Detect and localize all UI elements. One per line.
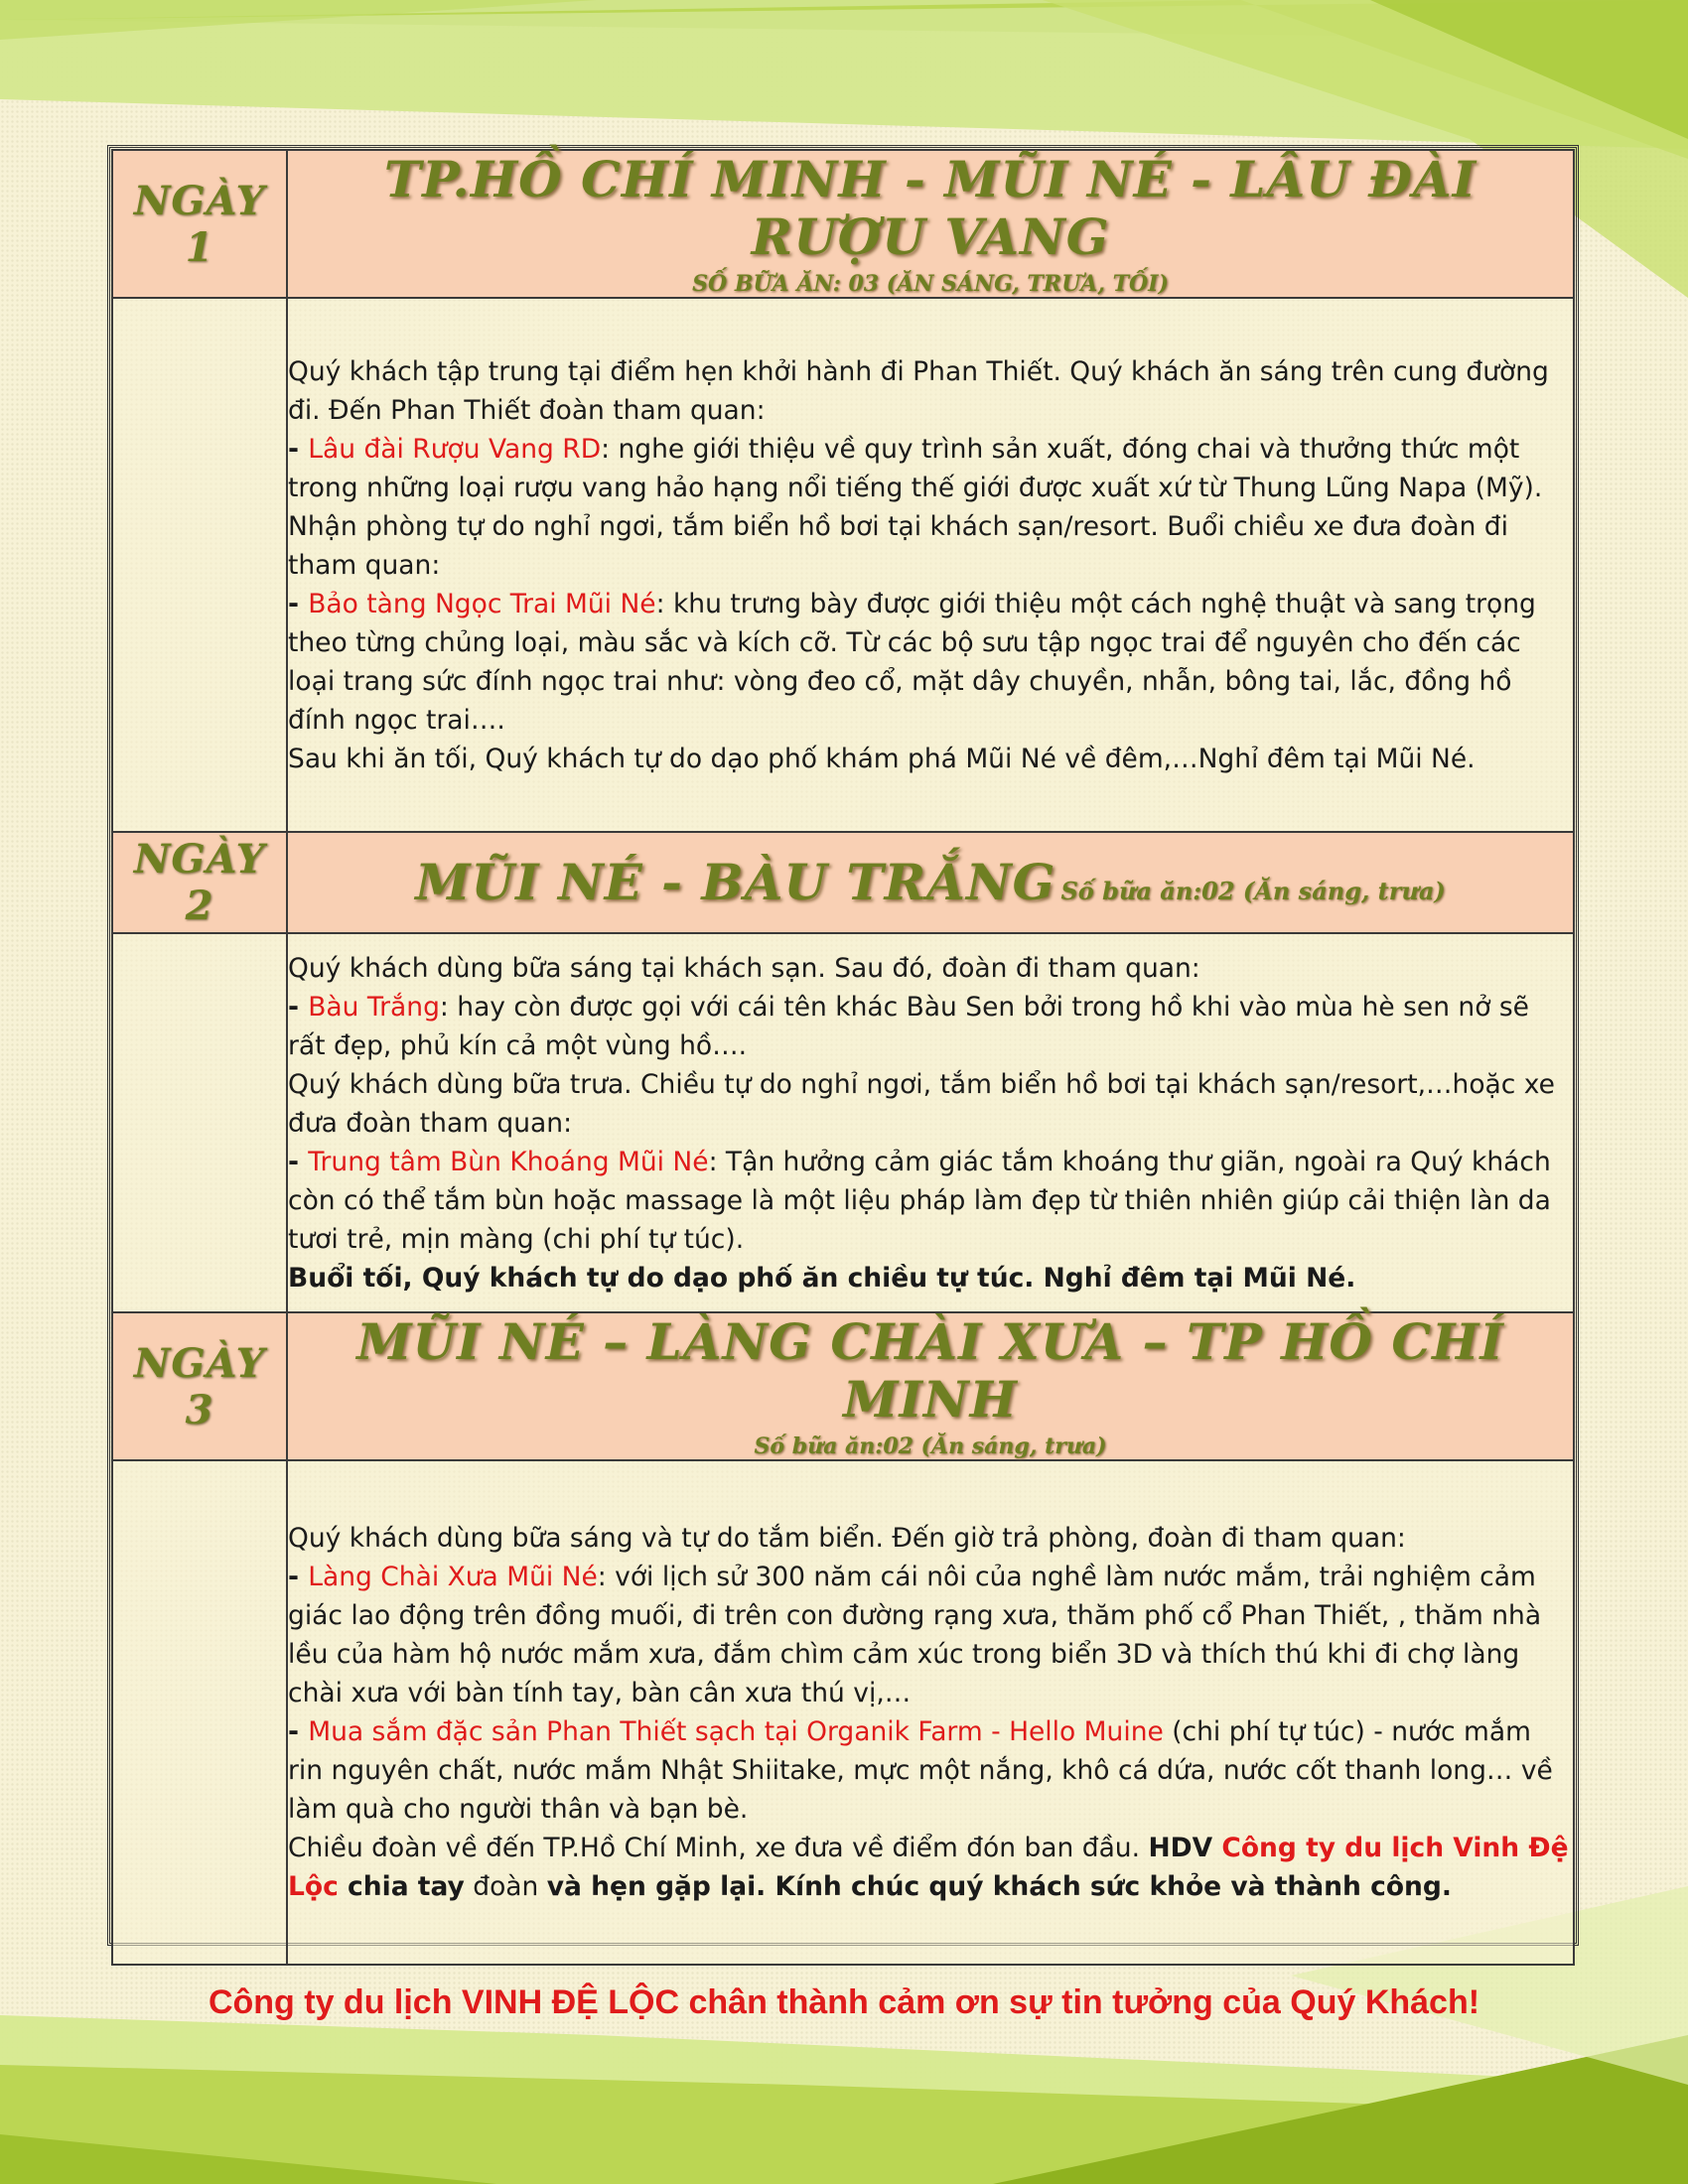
- attraction-name: Bàu Trắng: [308, 991, 440, 1023]
- day-2-body-row: [112, 933, 1574, 1312]
- paragraph: Nhận phòng tự do nghỉ ngơi, tắm biển hồ bơi tại khách sạn/resort. Buổi chiều xe đưa đoàn đi tham quan:: [288, 510, 1508, 581]
- attraction-name: Trung tâm Bùn Khoáng Mũi Né: [308, 1146, 709, 1177]
- attraction-name: Làng Chài Xưa Mũi Né: [308, 1562, 598, 1592]
- day-1-label: NGÀY 1: [133, 177, 266, 271]
- attraction-item: - Trung tâm Bùn Khoáng Mũi Né: Tận hưởng cảm giác tắm khoáng thư giãn, ngoài ra Quý khách còn có thể tắm bùn hoặc massage là một liệu pháp làm đẹp từ thiên nhiên giúp cải thiện làn da tươi trẻ, mịn màng (chi phí tự túc).: [288, 1146, 1551, 1255]
- attraction-item: - Lâu đài Rượu Vang RD: nghe giới thiệu về quy trình sản xuất, đóng chai và thưởng thức một trong những loại rượu vang hảo hạng nổi tiếng thế giới được xuất xứ từ Thung Lũng Napa (Mỹ).: [288, 433, 1543, 503]
- day-3-label: NGÀY 3: [133, 1339, 266, 1433]
- day-3-empty-cell: [112, 1460, 287, 1965]
- day-1-description: [287, 298, 1574, 832]
- day-3-title-cell: [287, 1312, 1574, 1460]
- attraction-item: - Làng Chài Xưa Mũi Né: với lịch sử 300 năm cái nôi của nghề làm nước mắm, trải nghiệm cảm giác lao động trên đồng muối, đi trên con đường rạng xưa, thăm phố cổ Phan Thiết, , thăm nhà lều của hàm hộ nước mắm xưa, đắm chìm cảm xúc trong biển 3D và thích thú khi đi chợ làng chài xưa với bàn tính tay, bàn cân xưa thú vị,…: [288, 1562, 1542, 1708]
- day-2-label-cell: [112, 832, 287, 933]
- day-3-title: MŨI NÉ – LÀNG CHÀI XƯA – TP HỒ CHÍ MINH: [356, 1312, 1504, 1429]
- paragraph: Buổi tối, Quý khách tự do dạo phố ăn chiều tự túc. Nghỉ đêm tại Mũi Né.: [288, 1262, 1356, 1294]
- day-1-label-cell: [112, 150, 287, 298]
- day-3-body-row: [112, 1460, 1574, 1965]
- paragraph: Quý khách dùng bữa sáng tại khách sạn. Sau đó, đoàn đi tham quan:: [288, 952, 1200, 984]
- attraction-name: Mua sắm đặc sản Phan Thiết sạch tại Organik Farm - Hello Muine: [308, 1716, 1164, 1747]
- day-2-empty-cell: [112, 933, 287, 1312]
- day-1-header-row: [112, 150, 1574, 298]
- attraction-name: Bảo tàng Ngọc Trai Mũi Né: [308, 588, 656, 619]
- itinerary-table: [111, 149, 1575, 1966]
- day-3-description: [287, 1460, 1574, 1965]
- day-3-meals: Số bữa ăn:02 (Ăn sáng, trưa): [754, 1433, 1107, 1459]
- day-1-title: TP.HỒ CHÍ MINH - MŨI NÉ - LÂU ĐÀI RƯỢU VANG: [383, 150, 1477, 266]
- attraction-name: Lâu đài Rượu Vang RD: [308, 433, 602, 465]
- day-2-header-row: [112, 832, 1574, 933]
- closing-paragraph: Chiều đoàn về đến TP.Hồ Chí Minh, xe đưa về điểm đón ban đầu. HDV Công ty du lịch Vinh Đệ Lộc chia tay đoàn và hẹn gặp lại. Kính chúc quý khách sức khỏe và thành công.: [288, 1833, 1569, 1902]
- day-2-title: MŨI NÉ - BÀU TRẮNG: [415, 853, 1056, 912]
- company-name: Công ty du lịch Vinh Đệ Lộc: [288, 1833, 1569, 1902]
- footer-thanks: Công ty du lịch VINH ĐỆ LỘC chân thành cảm ơn sự tin tưởng của Quý Khách!: [208, 1983, 1480, 2021]
- paragraph: Quý khách dùng bữa trưa. Chiều tự do nghỉ ngơi, tắm biển hồ bơi tại khách sạn/resort,…hoặc xe đưa đoàn tham quan:: [288, 1068, 1555, 1139]
- day-1-body-row: [112, 298, 1574, 832]
- day-2-meals: Số bữa ăn:02 (Ăn sáng, trưa): [1060, 877, 1446, 906]
- day-2-label: NGÀY 2: [133, 836, 266, 929]
- day-1-title-cell: [287, 150, 1574, 298]
- day-2-description: [287, 933, 1574, 1312]
- paragraph: Quý khách dùng bữa sáng và tự do tắm biển. Đến giờ trả phòng, đoàn đi tham quan:: [288, 1523, 1406, 1554]
- day-2-title-cell: [287, 832, 1574, 933]
- day-3-label-cell: [112, 1312, 287, 1460]
- attraction-item: - Bàu Trắng: hay còn được gọi với cái tên khác Bàu Sen bởi trong hồ khi vào mùa hè sen nở sẽ rất đẹp, phủ kín cả một vùng hồ….: [288, 991, 1529, 1061]
- day-1-meals: SỐ BỮA ĂN: 03 (ĂN SÁNG, TRƯA, TỐI): [692, 271, 1169, 297]
- attraction-item: - Mua sắm đặc sản Phan Thiết sạch tại Organik Farm - Hello Muine (chi phí tự túc) - nước mắm rin nguyên chất, nước mắm Nhật Shiitake, mực một nắng, khô cá dứa, nước cốt thanh long… về làm quà cho người thân và bạn bè.: [288, 1716, 1553, 1825]
- day-1-empty-cell: [112, 298, 287, 832]
- paragraph: Sau khi ăn tối, Quý khách tự do dạo phố khám phá Mũi Né về đêm,…Nghỉ đêm tại Mũi Né.: [288, 743, 1476, 774]
- paragraph: Quý khách tập trung tại điểm hẹn khởi hành đi Phan Thiết. Quý khách ăn sáng trên cung đường đi. Đến Phan Thiết đoàn tham quan:: [288, 355, 1549, 426]
- attraction-item: - Bảo tàng Ngọc Trai Mũi Né: khu trưng bày được giới thiệu một cách nghệ thuật và sang trọng theo từng chủng loại, màu sắc và kích cỡ. Từ các bộ sưu tập ngọc trai để nguyên cho đến các loại trang sức đính ngọc trai như: vòng đeo cổ, mặt dây chuyền, nhẫn, bông tai, lắc, đồng hồ đính ngọc trai….: [288, 588, 1536, 736]
- day-3-header-row: [112, 1312, 1574, 1460]
